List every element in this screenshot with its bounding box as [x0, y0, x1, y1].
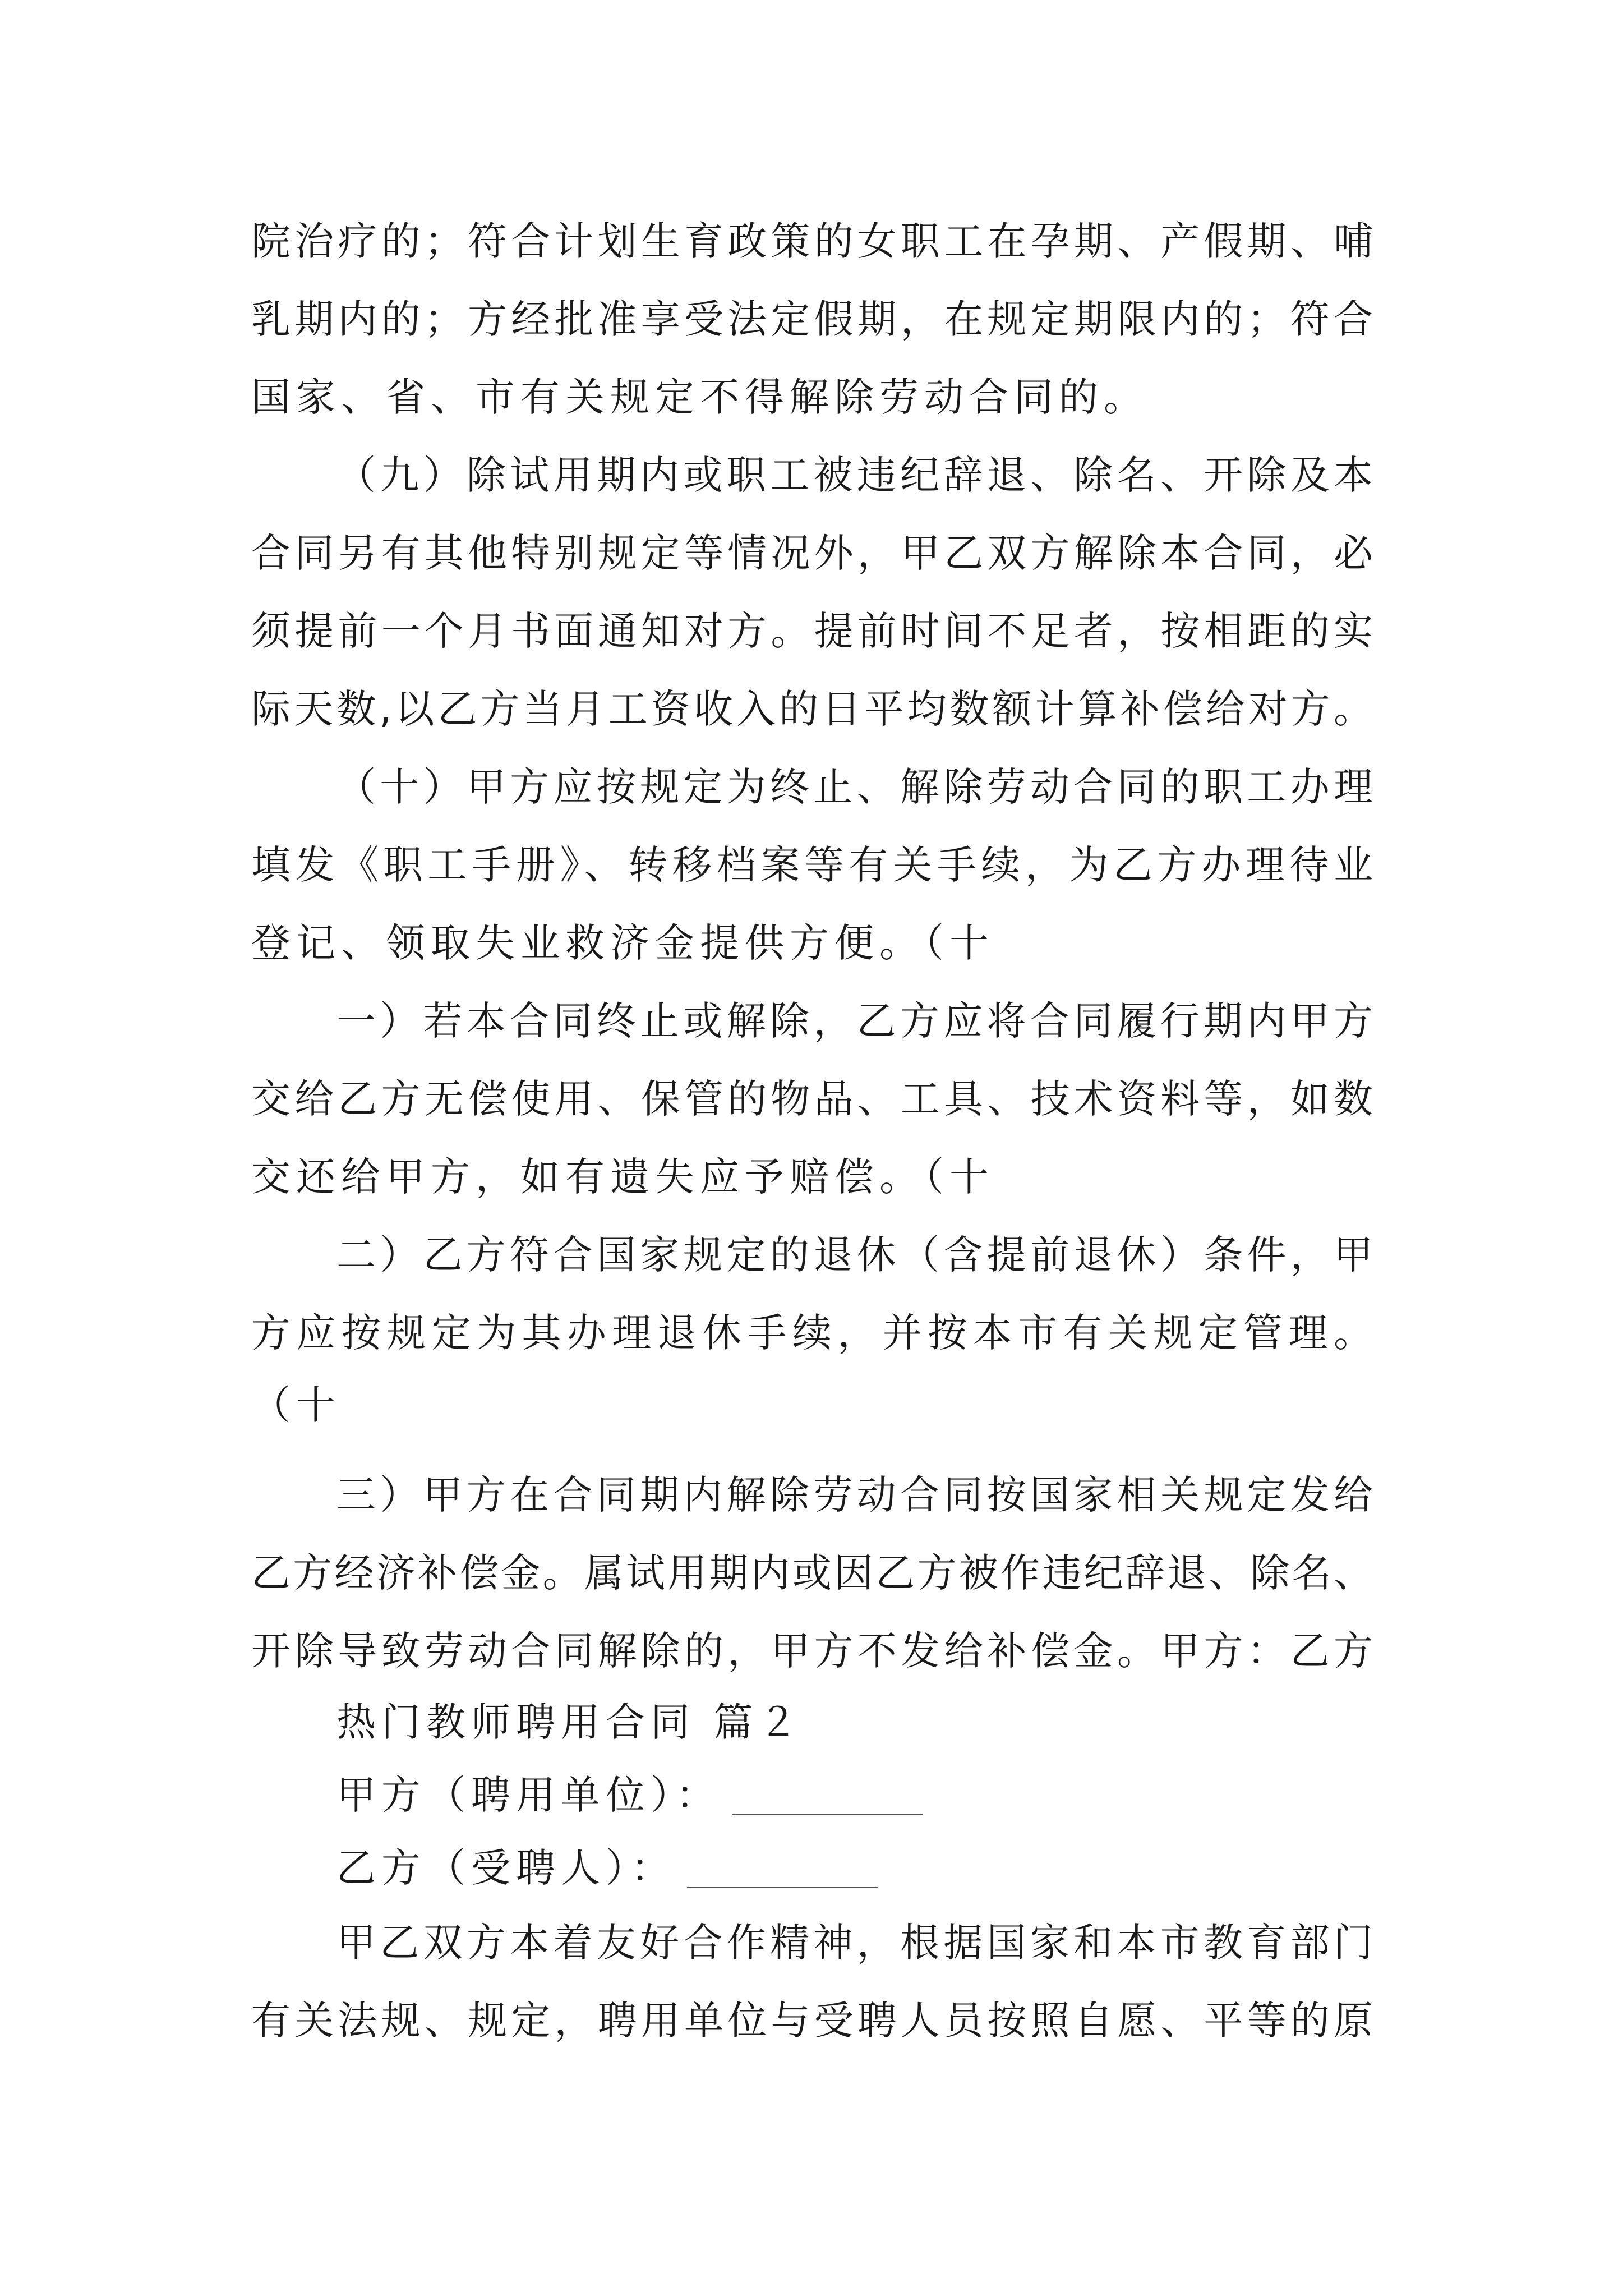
text-line: 一）若本合同终止或解除，乙方应将合同履行期内甲方 — [336, 998, 1373, 1044]
text-line: （九）除试用期内或职工被违纪辞退、除名、开除及本 — [336, 452, 1373, 498]
text-line: 乙方经济补偿金。属试用期内或因乙方被作违纪辞退、除名、 — [251, 1550, 1373, 1596]
text-line: 乳期内的；方经批准享受法定假期，在规定期限内的；符合 — [251, 296, 1373, 342]
text-line: 三）甲方在合同期内解除劳动合同按国家相关规定发给 — [336, 1472, 1373, 1518]
party-b-label: 乙方（受聘人）： — [336, 1845, 676, 1891]
text-line: 际天数,以乙方当月工资收入的日平均数额计算补偿给对方。 — [251, 686, 1373, 732]
party-b-blank — [687, 1853, 878, 1888]
document-subtitle: 热门教师聘用合同 篇２ — [336, 1699, 804, 1745]
text-line: 须提前一个月书面通知对方。提前时间不足者，按相距的实 — [251, 608, 1373, 654]
text-line: 有关法规、规定，聘用单位与受聘人员按照自愿、平等的原 — [251, 1998, 1373, 2044]
party-b-line — [336, 1834, 1373, 1902]
text-line: 开除导致劳动合同解除的，甲方不发给补偿金。甲方：乙方 — [251, 1628, 1373, 1674]
text-line: （十）甲方应按规定为终止、解除劳动合同的职工办理 — [336, 764, 1373, 810]
text-line: 院治疗的；符合计划生育政策的女职工在孕期、产假期、哺 — [251, 218, 1373, 264]
text-line: 交还给甲方，如有遗失应予赔偿。（十 — [251, 1154, 994, 1200]
text-line: 交给乙方无偿使用、保管的物品、工具、技术资料等，如数 — [251, 1076, 1373, 1122]
text-line: 登记、领取失业救济金提供方便。（十 — [251, 920, 994, 966]
text-line: 二）乙方符合国家规定的退休（含提前退休）条件，甲 — [336, 1232, 1373, 1278]
text-line: 合同另有其他特别规定等情况外，甲乙双方解除本合同，必 — [251, 530, 1373, 576]
party-a-blank — [732, 1780, 923, 1815]
text-line: 填发《职工手册》、转移档案等有关手续，为乙方办理待业 — [251, 842, 1373, 888]
text-line: 国家、省、市有关规定不得解除劳动合同的。 — [251, 374, 1149, 420]
party-a-label: 甲方（聘用单位）： — [336, 1772, 721, 1818]
party-a-line — [336, 1761, 1373, 1829]
text-line: 方应按规定为其办理退休手续，并按本市有关规定管理。 — [251, 1310, 1373, 1356]
text-line: 甲乙双方本着友好合作精神，根据国家和本市教育部门 — [336, 1920, 1373, 1966]
text-line: （十 — [251, 1382, 341, 1428]
